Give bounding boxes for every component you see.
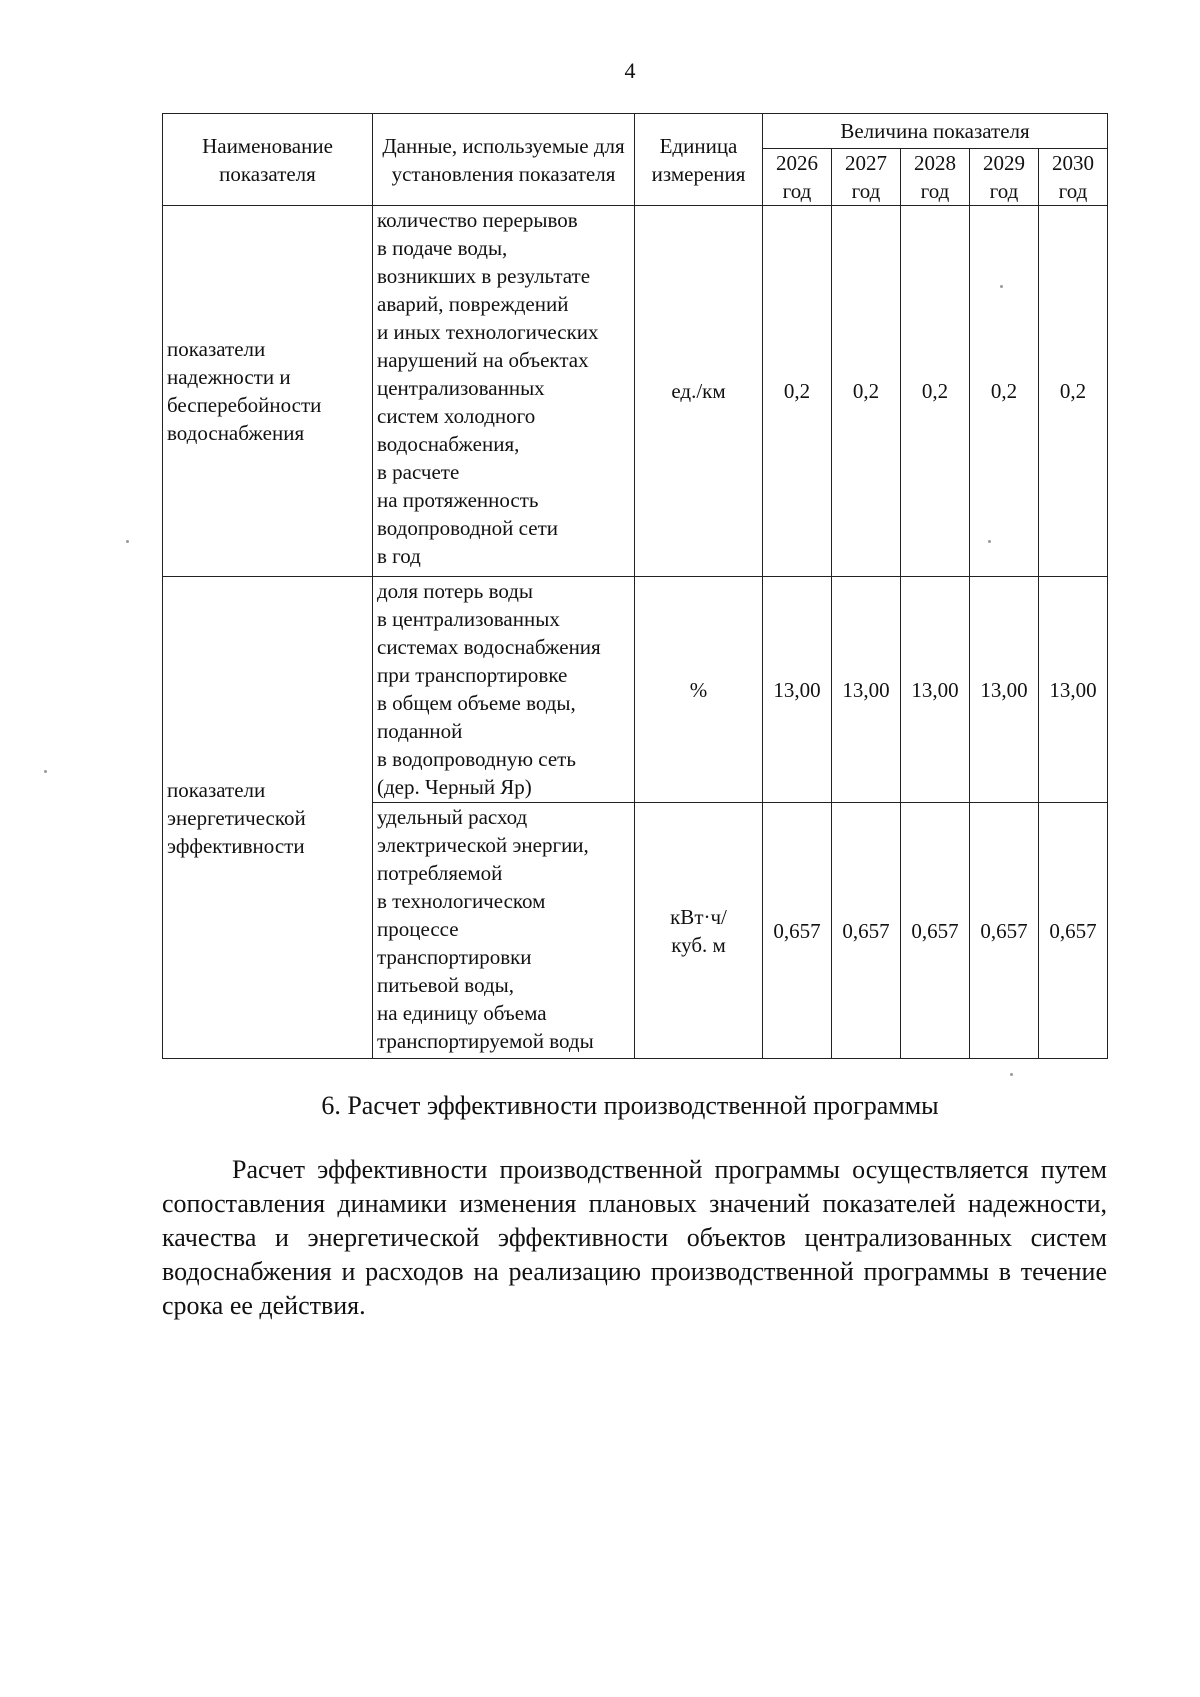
value-2028: 0,2 [901,206,970,577]
indicator-name: показатели надежности и бесперебойности водоснабжения [163,206,373,577]
header-year-2029: 2029 год [970,149,1039,206]
header-year-2026: 2026 год [763,149,832,206]
indicator-unit: кВт·ч/ куб. м [635,803,763,1059]
value-2029: 0,657 [970,803,1039,1059]
table-row [163,206,1108,577]
scan-speck [1000,285,1003,288]
value-2026: 0,657 [763,803,832,1059]
value-2027: 0,657 [832,803,901,1059]
scan-speck [988,540,991,543]
indicator-basis: количество перерывов в подаче воды, возникших в результате аварий, повреждений и иных технологических нарушений на объектах централизованных систем холодного водоснабжения, в расчете на протяженность водопроводной сети в год [373,206,635,577]
indicator-basis: удельный расход электрической энергии, потребляемой в технологическом процессе транспортировки питьевой воды, на единицу объема транспортируемой воды [373,803,635,1059]
scan-speck [44,770,47,773]
value-2030: 0,2 [1039,206,1108,577]
value-2030: 13,00 [1039,577,1108,803]
header-year-2028: 2028 год [901,149,970,206]
value-2028: 0,657 [901,803,970,1059]
scan-speck [1010,1073,1013,1076]
header-year-2030: 2030 год [1039,149,1108,206]
value-2028: 13,00 [901,577,970,803]
indicator-unit: % [635,577,763,803]
header-year-2027: 2027 год [832,149,901,206]
section-paragraph: Расчет эффективности производственной программы осуществляется путем сопоставления динамики изменения плановых значений показателей надежности, качества и энергетической эффективности объектов централизованных систем водоснабжения и расходов на реализацию производственной программы в течение срока ее действия. [162,1155,1107,1320]
table-header-row [163,114,1108,149]
indicators-table [162,113,1108,1059]
value-2030: 0,657 [1039,803,1108,1059]
page-number: 4 [624,58,636,83]
header-value-group: Величина показателя [763,114,1108,149]
value-2027: 13,00 [832,577,901,803]
indicator-name: показатели энергетической эффективности [163,577,373,1059]
value-2026: 13,00 [763,577,832,803]
header-unit: Единица измерения [635,114,763,206]
scan-speck [126,540,129,543]
value-2029: 0,2 [970,206,1039,577]
value-2027: 0,2 [832,206,901,577]
section-title: 6. Расчет эффективности производственной программы [321,1091,939,1120]
header-name: Наименование показателя [163,114,373,206]
indicator-basis: доля потерь воды в централизованных системах водоснабжения при транспортировке в общем объеме воды, поданной в водопроводную сеть (дер. Черный Яр) [373,577,635,803]
value-2026: 0,2 [763,206,832,577]
indicator-unit: ед./км [635,206,763,577]
header-basis: Данные, используемые для установления показателя [373,114,635,206]
value-2029: 13,00 [970,577,1039,803]
table-row [163,577,1108,803]
